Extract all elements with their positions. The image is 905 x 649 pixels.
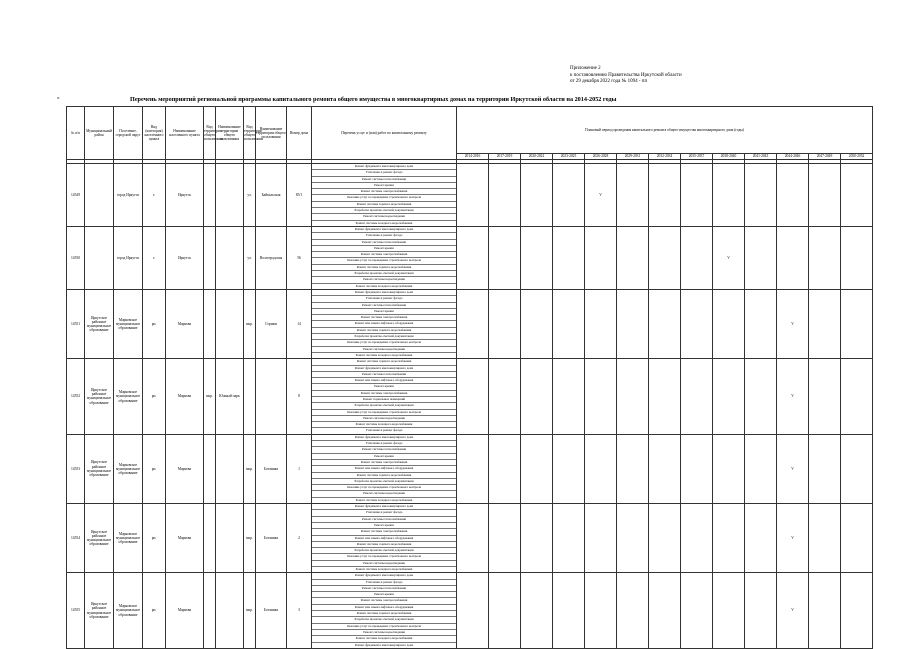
period-cell [521, 359, 553, 435]
row-territory-kind-2: мкр. [244, 434, 256, 503]
period-cell [553, 289, 585, 358]
row-district [85, 226, 114, 289]
work-item: Утепление и ремонт фасада [312, 580, 456, 586]
row-locality-kind: рп. [143, 434, 166, 503]
row-district: Иркутское районное муниципальное образование [85, 434, 114, 503]
document-title: Перечень мероприятий региональной программы капитального ремонта общего имущества в многоквартирных домах на территории Иркутской области на 2014-2052 годы [130, 96, 617, 103]
work-item: Оказание услуг по проведению строительного контроля [312, 554, 456, 560]
period-cell-marked: V [777, 434, 809, 503]
row-works-list [312, 573, 457, 649]
period-cell [745, 434, 777, 503]
period-cell [809, 226, 841, 289]
work-item: Разработка проектно-сметной документации [312, 617, 456, 623]
period-cell [681, 434, 713, 503]
row-district: Иркутское районное муниципальное образование [85, 359, 114, 435]
period-cell [681, 573, 713, 649]
row-works-list [312, 289, 457, 358]
work-item: Ремонт системы водоотведения [312, 416, 456, 422]
row-locality-kind: рп. [143, 289, 166, 358]
row-territory-name-2: Ботаника [256, 434, 287, 503]
row-territory-name-1 [216, 164, 244, 227]
period-cell [553, 359, 585, 435]
row-settlement: Марковское муниципальное образование [114, 434, 143, 503]
period-header-8: 2038-2040 [713, 154, 745, 160]
row-territory-kind-1 [204, 504, 216, 573]
period-cell [809, 434, 841, 503]
period-cell [489, 573, 521, 649]
work-item: Оказание услуг по проведению строительного контроля [312, 258, 456, 264]
work-item: Ремонт системы водоотведения [312, 630, 456, 636]
period-cell [489, 504, 521, 573]
work-item: Ремонт системы водоотведения [312, 277, 456, 283]
row-settlement: город Иркутск [114, 226, 143, 289]
period-cell [841, 434, 873, 503]
row-territory-kind-2: ул. [244, 164, 256, 227]
period-cell [585, 359, 617, 435]
row-house: 2 [287, 504, 312, 573]
work-item: Ремонт или замена лифтового оборудования [312, 466, 456, 472]
work-item: Ремонт системы теплоснабжения [312, 586, 456, 592]
work-item: Ремонт фундамента многоквартирного дома [312, 290, 456, 296]
header-locality-name: Наименование населенного пункта [166, 107, 204, 160]
work-item: Оказание услуг по проведению строительного контроля [312, 195, 456, 201]
row-locality: Маркова [166, 573, 204, 649]
period-cell [649, 359, 681, 435]
period-cell-marked: V [777, 573, 809, 649]
period-cell [521, 164, 553, 227]
work-item: Ремонт системы горячего водоснабжения [312, 542, 456, 548]
row-territory-name-2: Ботаника [256, 504, 287, 573]
period-cell [681, 504, 713, 573]
period-header-6: 2032-2034 [649, 154, 681, 160]
work-item: Ремонт фундамента многоквартирного дома [312, 504, 456, 510]
period-cell [617, 226, 649, 289]
work-item: Ремонт фундамента многоквартирного дома [312, 164, 456, 170]
row-works-list [312, 359, 457, 435]
header-territory-kind-1: Вид территории общего пользования [204, 107, 216, 160]
work-item: Ремонт системы холодного водоснабжения [312, 422, 456, 428]
period-cell [681, 226, 713, 289]
period-header-3: 2023-2025 [553, 154, 585, 160]
work-item: Ремонт крыши [312, 309, 456, 315]
work-item: Ремонт системы горячего водоснабжения [312, 202, 456, 208]
work-item: Ремонт или замена лифтового оборудования [312, 321, 456, 327]
period-cell [553, 226, 585, 289]
row-locality: Иркутск [166, 226, 204, 289]
period-cell-marked: V [777, 504, 809, 573]
work-item: Ремонт крыши [312, 523, 456, 529]
row-territory-kind-1 [204, 573, 216, 649]
work-item: Разработка проектно-сметной документации [312, 334, 456, 340]
header-territory-kind-2: Вид территории общего пользования [244, 107, 256, 160]
period-cell [713, 504, 745, 573]
appendix-line-2: к постановлению Правительства Иркутской области [570, 72, 682, 78]
period-cell [713, 573, 745, 649]
work-item: Утепление и ремонт фасада [312, 441, 456, 447]
work-item: Ремонт системы электроснабжения [312, 598, 456, 604]
row-territory-name-1: Южный парк [216, 359, 244, 435]
work-item: Разработка проектно-сметной документации [312, 548, 456, 554]
row-territory-kind-1 [204, 289, 216, 358]
work-item: Разработка проектно-сметной документации [312, 479, 456, 485]
row-house: 85/1 [287, 164, 312, 227]
appendix-block [570, 66, 682, 86]
work-item: Ремонт системы электроснабжения [312, 391, 456, 397]
work-item: Ремонт системы теплоснабжения [312, 447, 456, 453]
period-header-5: 2029-2031 [617, 154, 649, 160]
work-item: Ремонт системы электроснабжения [312, 252, 456, 258]
row-number: 14550 [67, 226, 85, 289]
header-number: № п/п [67, 107, 85, 160]
period-cell [649, 504, 681, 573]
period-cell [841, 359, 873, 435]
period-cell [681, 359, 713, 435]
period-cell [841, 573, 873, 649]
table-row [67, 164, 873, 227]
period-cell [553, 504, 585, 573]
work-item: Ремонт фундамента многоквартирного дома [312, 366, 456, 372]
work-item: Ремонт системы водоотведения [312, 561, 456, 567]
period-cell [553, 164, 585, 227]
row-number: 14555 [67, 573, 85, 649]
row-works-list [312, 226, 457, 289]
period-cell [457, 289, 489, 358]
row-house: 8 [287, 359, 312, 435]
period-cell [585, 289, 617, 358]
row-locality: Иркутск [166, 164, 204, 227]
work-item: Утепление и ремонт фасада [365, 428, 403, 433]
row-number: 14554 [67, 504, 85, 573]
row-territory-kind-2: мкр. [244, 573, 256, 649]
row-district: Иркутское районное муниципальное образование [85, 573, 114, 649]
row-works-list [312, 164, 457, 227]
period-cell [521, 226, 553, 289]
period-cell [745, 226, 777, 289]
row-district [85, 164, 114, 227]
row-district: Иркутское районное муниципальное образование [85, 289, 114, 358]
row-territory-name-2: Волгоградская [256, 226, 287, 289]
table-row [67, 226, 873, 289]
period-cell [777, 164, 809, 227]
row-settlement: город Иркутск [114, 164, 143, 227]
row-settlement: Марковское муниципальное образование [114, 504, 143, 573]
period-cell-marked: V [585, 164, 617, 227]
row-territory-name-2: Байкальская [256, 164, 287, 227]
period-cell [713, 164, 745, 227]
period-cell [585, 226, 617, 289]
row-territory-kind-2: ул. [244, 226, 256, 289]
period-cell [745, 359, 777, 435]
work-item: Ремонт системы электроснабжения [312, 529, 456, 535]
period-cell [617, 573, 649, 649]
work-item: Оказание услуг по проведению строительного контроля [312, 624, 456, 630]
period-cell [649, 226, 681, 289]
period-cell [841, 226, 873, 289]
appendix-line-1: Приложение 2 [570, 66, 601, 71]
period-cell [489, 164, 521, 227]
quote-marker: « [57, 96, 60, 101]
period-cell [809, 164, 841, 227]
work-item: Утепление и ремонт фасада [312, 233, 456, 239]
row-number: 14551 [67, 289, 85, 358]
period-cell-marked: V [777, 359, 809, 435]
work-item: Разработка проектно-сметной документации [312, 208, 456, 214]
period-cell [745, 573, 777, 649]
period-cell [521, 289, 553, 358]
table-row [67, 434, 873, 503]
period-cell [809, 504, 841, 573]
work-item: Ремонт или замена лифтового оборудования [312, 605, 456, 611]
row-district: Иркутское районное муниципальное образование [85, 504, 114, 573]
work-item: Ремонт фундамента многоквартирного дома [312, 227, 456, 233]
work-item: Ремонт системы электроснабжения [312, 189, 456, 195]
period-header-10: 2044-2046 [777, 154, 809, 160]
row-territory-kind-1 [204, 434, 216, 503]
table-row [67, 289, 873, 358]
row-works-list [312, 434, 457, 503]
row-locality-kind: г. [143, 226, 166, 289]
header-locality-kind: Вид (категория) населенного пункта [143, 107, 166, 160]
work-item: Утепление и ремонт фасада [312, 510, 456, 516]
period-header-7: 2035-2037 [681, 154, 713, 160]
work-item: Ремонт системы электроснабжения [312, 315, 456, 321]
period-header-0: 2014-2016 [457, 154, 489, 160]
period-cell [553, 573, 585, 649]
row-settlement: Марковское муниципальное образование [114, 359, 143, 435]
period-cell [489, 434, 521, 503]
row-works-list [312, 504, 457, 573]
table-row [67, 359, 873, 435]
period-cell [553, 434, 585, 503]
period-header-2: 2020-2022 [521, 154, 553, 160]
row-locality-kind: рп. [143, 359, 166, 435]
period-cell [617, 359, 649, 435]
work-item: Ремонт крыши [312, 246, 456, 252]
work-item: Оказание услуг по проведению строительного контроля [312, 485, 456, 491]
period-cell [617, 164, 649, 227]
row-territory-kind-1 [204, 164, 216, 227]
work-item: Ремонт системы холодного водоснабжения [355, 220, 413, 225]
work-item: Ремонт крыши [312, 592, 456, 598]
period-header-12: 2050-2052 [841, 154, 873, 160]
row-territory-name-1 [216, 226, 244, 289]
period-cell [809, 289, 841, 358]
header-settlement: Поселение, городской округ [114, 107, 143, 160]
period-header-4: 2026-2028 [585, 154, 617, 160]
period-cell [745, 164, 777, 227]
row-locality: Маркова [166, 434, 204, 503]
row-territory-name-1 [216, 504, 244, 573]
row-locality-kind: рп. [143, 504, 166, 573]
period-cell [585, 434, 617, 503]
period-cell [681, 289, 713, 358]
row-territory-name-1 [216, 289, 244, 358]
header-works-list: Перечень услуг и (или) работ по капитальному ремонту [312, 107, 457, 160]
row-locality: Маркова [166, 359, 204, 435]
work-item: Ремонт крыши [312, 384, 456, 390]
period-cell [617, 289, 649, 358]
work-item: Ремонт системы холодного водоснабжения [355, 283, 413, 288]
work-item: Ремонт или замена лифтового оборудования [312, 536, 456, 542]
period-cell [617, 504, 649, 573]
row-locality: Маркова [166, 504, 204, 573]
work-item: Ремонт или замена лифтового оборудования [312, 378, 456, 384]
period-cell [457, 164, 489, 227]
period-cell-marked: V [777, 289, 809, 358]
header-district: Муниципальный район [85, 107, 114, 160]
appendix-line-3: от 29 декабря 2022 года № 1094 - пп [570, 79, 648, 84]
work-item: Ремонт системы теплоснабжения [312, 177, 456, 183]
work-item: Ремонт крыши [312, 183, 456, 189]
work-item: Разработка проектно-сметной документации [312, 403, 456, 409]
period-cell [841, 289, 873, 358]
table-body [67, 160, 873, 649]
period-cell [713, 434, 745, 503]
row-territory-name-2: Стрижи [256, 289, 287, 358]
work-item: Ремонт фундамента многоквартирного дома [312, 435, 456, 441]
work-item: Оказание услуг по проведению строительного контроля [312, 340, 456, 346]
work-item: Ремонт системы теплоснабжения [312, 240, 456, 246]
period-cell [457, 434, 489, 503]
period-cell [457, 359, 489, 435]
period-cell [521, 504, 553, 573]
row-territory-name-1 [216, 573, 244, 649]
work-item: Ремонт системы горячего водоснабжения [312, 359, 456, 365]
work-item: Ремонт системы холодного водоснабжения [312, 636, 456, 642]
period-cell [841, 164, 873, 227]
row-settlement: Марковское муниципальное образование [114, 289, 143, 358]
row-house: 14 [287, 289, 312, 358]
work-item: Ремонт системы водоотведения [312, 491, 456, 497]
row-territory-kind-2: мкр. [244, 289, 256, 358]
work-item: Ремонт системы горячего водоснабжения [312, 473, 456, 479]
row-number: 14549 [67, 164, 85, 227]
work-item: Ремонт системы теплоснабжения [312, 372, 456, 378]
row-territory-kind-2: мкр. [244, 504, 256, 573]
row-number: 14553 [67, 434, 85, 503]
period-cell [649, 434, 681, 503]
header-house-number: Номер дома [287, 107, 312, 160]
period-cell [649, 164, 681, 227]
work-item: Ремонт системы горячего водоснабжения [312, 265, 456, 271]
period-cell [681, 164, 713, 227]
period-cell [489, 289, 521, 358]
work-item: Ремонт системы холодного водоснабжения [355, 497, 413, 502]
period-cell [585, 504, 617, 573]
header-plan-period: Плановый период проведения капитального ремонта общего имущества многоквартирного дома (годы) [457, 107, 873, 154]
row-house: 3 [287, 573, 312, 649]
period-cell [489, 359, 521, 435]
period-cell [521, 573, 553, 649]
period-cell [809, 359, 841, 435]
work-item: Ремонт системы теплоснабжения [312, 517, 456, 523]
work-item: Ремонт фундамента многоквартирного дома [354, 642, 414, 647]
period-cell [809, 573, 841, 649]
period-cell [713, 359, 745, 435]
period-cell [649, 573, 681, 649]
work-item: Ремонт фундамента многоквартирного дома [312, 573, 456, 579]
work-item: Ремонт крыши [312, 454, 456, 460]
period-header-9: 2041-2043 [745, 154, 777, 160]
work-item: Ремонт системы водоотведения [312, 347, 456, 353]
table-row [67, 504, 873, 573]
period-cell [457, 573, 489, 649]
row-house: 1 [287, 434, 312, 503]
work-item: Ремонт системы электроснабжения [312, 460, 456, 466]
work-item: Оказание услуг по проведению строительного контроля [312, 410, 456, 416]
row-house: 56 [287, 226, 312, 289]
period-cell [617, 434, 649, 503]
row-territory-name-1 [216, 434, 244, 503]
work-item: Ремонт системы холодного водоснабжения [355, 567, 413, 571]
period-cell [521, 434, 553, 503]
row-territory-name-2: Ботаника [256, 573, 287, 649]
period-cell [841, 504, 873, 573]
period-cell [585, 573, 617, 649]
work-item: Утепление и ремонт фасада [312, 296, 456, 302]
period-header-1: 2017-2019 [489, 154, 521, 160]
row-locality: Маркова [166, 289, 204, 358]
repair-table [66, 106, 873, 649]
row-locality-kind: рп. [143, 573, 166, 649]
table-row [67, 573, 873, 649]
period-cell [457, 226, 489, 289]
row-settlement: Марковское муниципальное образование [114, 573, 143, 649]
work-item: Ремонт системы горячего водоснабжения [312, 611, 456, 617]
work-item: Ремонт подвальных помещений [312, 397, 456, 403]
row-territory-name-2 [256, 359, 287, 435]
period-cell [777, 226, 809, 289]
row-number: 14552 [67, 359, 85, 435]
work-item: Ремонт системы горячего водоснабжения [312, 328, 456, 334]
period-cell [713, 289, 745, 358]
period-cell [457, 504, 489, 573]
period-cell [745, 289, 777, 358]
work-item: Ремонт системы теплоснабжения [312, 303, 456, 309]
header-territory-name-2: Наименование территории общего пользования [256, 107, 287, 160]
header-territory-name-1: Наименование территории общего пользования [216, 107, 244, 160]
work-item: Утепление и ремонт фасада [312, 170, 456, 176]
work-item: Ремонт системы водоотведения [312, 214, 456, 220]
period-cell-marked: V [713, 226, 745, 289]
row-territory-kind-1: мкр. [204, 359, 216, 435]
row-locality-kind: г. [143, 164, 166, 227]
row-territory-kind-2 [244, 359, 256, 435]
work-item: Ремонт системы холодного водоснабжения [355, 352, 413, 357]
period-cell [489, 226, 521, 289]
row-territory-kind-1 [204, 226, 216, 289]
work-item: Разработка проектно-сметной документации [312, 271, 456, 277]
period-cell [745, 504, 777, 573]
period-cell [649, 289, 681, 358]
period-header-11: 2047-2049 [809, 154, 841, 160]
